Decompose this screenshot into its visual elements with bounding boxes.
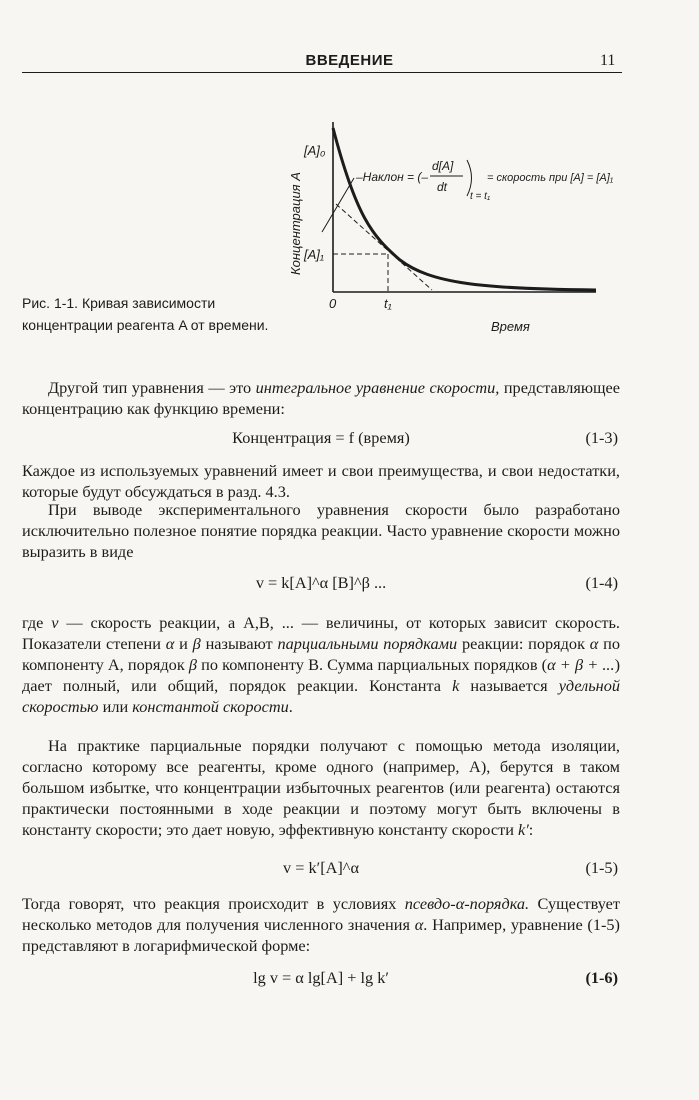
symbol: k′ (517, 820, 529, 839)
slope-prefix: –Наклон = (– (356, 170, 429, 184)
emphasis: псевдо-α-порядка. (404, 894, 530, 913)
equation-expression: lg v = α lg[A] + lg k′ (253, 968, 389, 987)
symbol: β (188, 655, 197, 674)
x-axis-label: Время (491, 319, 530, 334)
symbol: α (414, 915, 424, 934)
equation-expression: v = k[A]^α [B]^β ... (255, 573, 387, 592)
text-run: На практике парциальные порядки получают с помощью метода изоляции, согласно которому все реагенты, кроме одного (например, A), берутся в таком большом избытке, что концентрации избыточных реагентов (или реагента) остаются практически постоянными в ходе реакции и поэтому могут быть включены в константу скорости; это дает новую, эффективную константу скорости (22, 736, 620, 839)
slope-subscript: t = t₁ (470, 191, 491, 202)
text-run: по компоненту A, порядок (22, 634, 621, 674)
text-run: называют (200, 634, 278, 653)
concentration-time-figure (0, 0, 699, 340)
equation-number: (1-6) (585, 968, 618, 987)
text-run: . (288, 697, 293, 716)
text-run: Другой тип уравнения — это (48, 378, 256, 397)
y-tick-a1: [A]₁ (304, 247, 324, 262)
emphasis: удельной скоростью (22, 676, 621, 716)
tangent-line (336, 204, 432, 290)
equation-1-3 (22, 428, 620, 452)
symbol: β (192, 634, 201, 653)
slope-numerator: d[A] (432, 159, 454, 173)
paragraph-advantages: Каждое из используемых уравнений имеет и свои преимущества, и свои недостатки, которые будут обсуждаться в разд. 4.3. (22, 461, 620, 501)
symbol: α + β + ... (547, 655, 615, 674)
text-run: — скорость реакции, а A,B, ... — величины, от которых зависит скорость. Показатели степени (22, 613, 620, 653)
emphasis: парциальными порядками (277, 634, 458, 653)
text-run: : (528, 820, 534, 839)
equation-number: (1-3) (585, 428, 618, 447)
equation-number: (1-5) (585, 858, 618, 877)
x-tick-t1: t₁ (384, 296, 392, 311)
x-tick-origin: 0 (329, 296, 337, 311)
text-run: реакции: порядок (457, 634, 590, 653)
figure-caption: Рис. 1-1. Кривая зависимости концентрации реагента A от времени. (22, 295, 269, 333)
text-run: по компоненту B. Сумма парциальных порядков ( (197, 655, 548, 674)
equation-1-6 (22, 968, 620, 992)
text-run: представляющее концентрацию как функцию времени: (22, 378, 621, 418)
text-run: ) дает полный, или общий, порядок реакции. Константа (22, 655, 620, 695)
paragraph-pseudo-order (22, 893, 620, 956)
paragraph-partial-orders (22, 612, 620, 717)
paragraph-reaction-order: При выводе экспериментального уравнения скорости было разработано исключительно полезное понятие порядка реакции. Часто уравнение скорости можно выразить в виде (22, 500, 620, 561)
equation-1-5 (22, 858, 620, 882)
text-run: или (98, 697, 133, 716)
emphasis: интегральное уравнение скорости, (255, 378, 500, 397)
text-run: Существует несколько методов для получения численного значения (22, 894, 620, 934)
text-run: где (22, 613, 52, 632)
y-axis-label: Концентрация A (288, 172, 303, 275)
slope-denominator: dt (437, 180, 448, 194)
equation-1-4 (22, 573, 620, 597)
equation-expression: v = k′[A]^α (283, 858, 359, 877)
symbol: α (165, 634, 175, 653)
symbol: v (51, 613, 59, 632)
text-run: . Например, уравнение (1-5) представляют в логарифмической форме: (22, 915, 620, 955)
paragraph-isolation-method (22, 735, 620, 840)
running-header: ВВЕДЕНИЕ (305, 52, 394, 69)
y-tick-a0: [A]₀ (304, 143, 326, 158)
text-run: и (174, 634, 193, 653)
equation-number: (1-4) (585, 573, 618, 592)
slope-suffix: = скорость при [A] = [A]₁ (487, 172, 614, 184)
decay-curve (333, 128, 596, 290)
text-run: называется (459, 676, 559, 695)
slope-leader-line (322, 178, 354, 232)
symbol: k (452, 676, 460, 695)
symbol: α (589, 634, 599, 653)
text-run: Тогда говорят, что реакция происходит в условиях (22, 894, 405, 913)
paragraph-integral-equation (22, 377, 620, 419)
equation-expression: Концентрация = f (время) (232, 428, 410, 447)
page-number: 11 (600, 52, 616, 69)
emphasis: константой скорости (132, 697, 289, 716)
